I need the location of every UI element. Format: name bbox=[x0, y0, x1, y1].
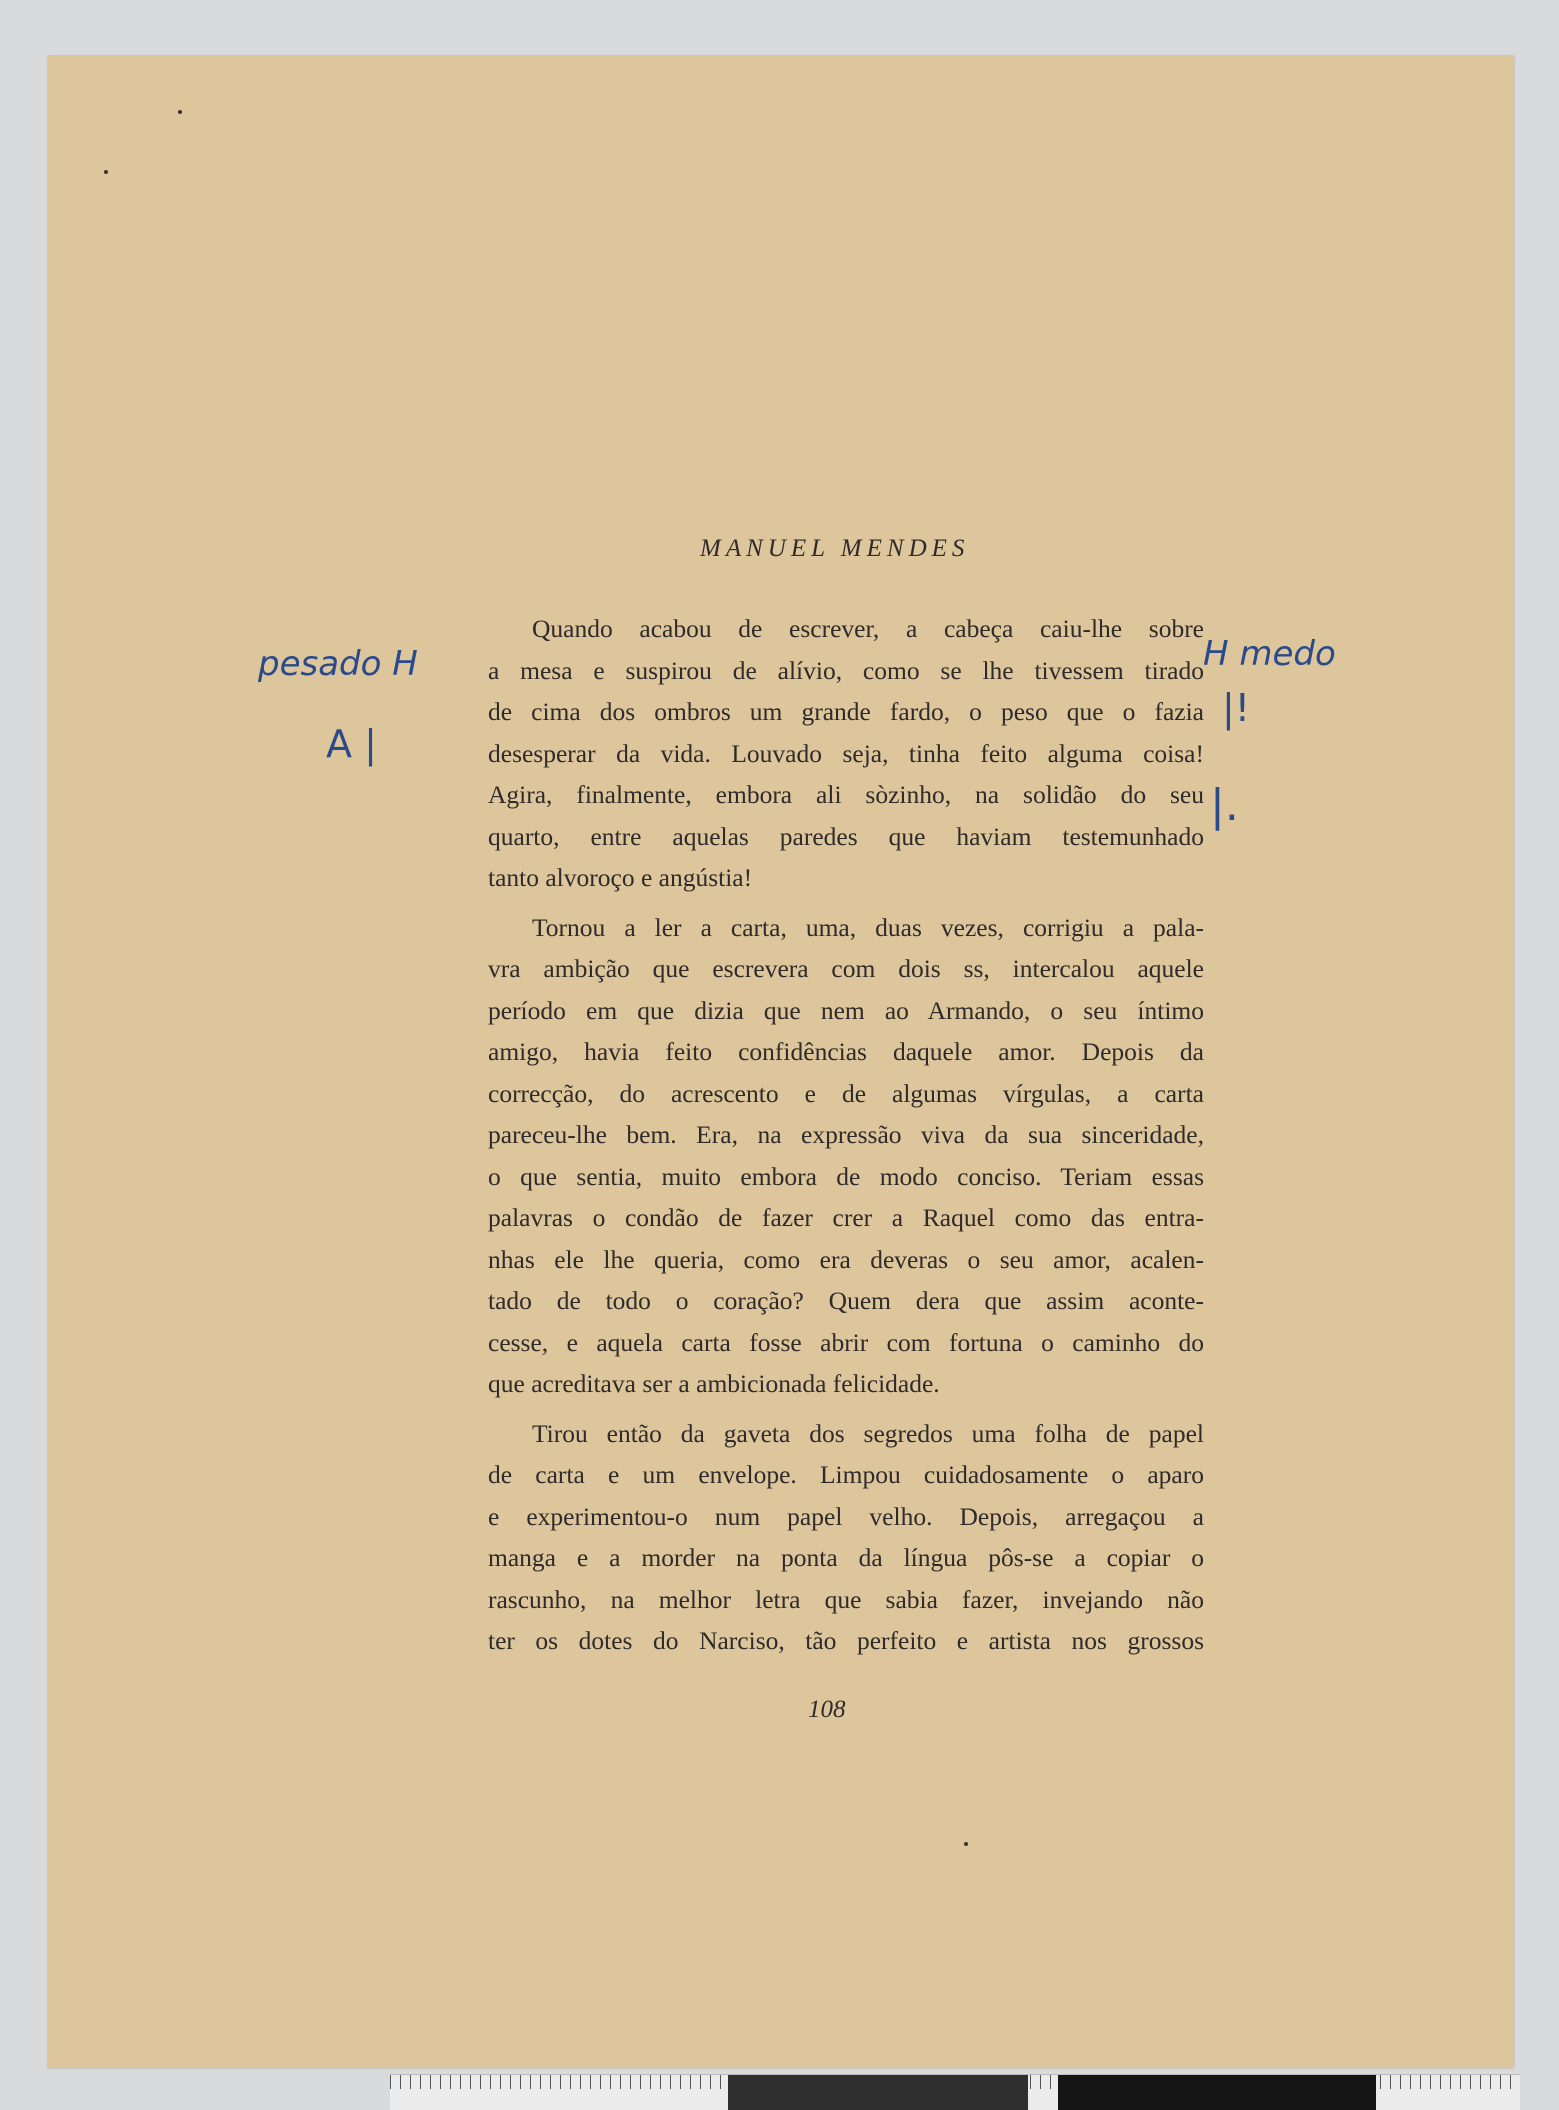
running-header: MANUEL MENDES bbox=[700, 535, 970, 562]
paragraph bbox=[488, 608, 1204, 899]
text-line: período em que dizia que nem ao Armando, o seu íntimo bbox=[488, 995, 1204, 1025]
text-line: que acreditava ser a ambicionada felicidade. bbox=[488, 1369, 940, 1398]
text-line: a mesa e suspirou de alívio, como se lhe tivessem tirado bbox=[488, 655, 1204, 685]
text-line: vra ambição que escrevera com dois ss, intercalou aquele bbox=[488, 954, 1204, 983]
text-line: de carta e um envelope. Limpou cuidadosamente o aparo bbox=[488, 1460, 1204, 1489]
text-line: quarto, entre aquelas paredes que haviam testemunhado bbox=[488, 821, 1204, 851]
color-block bbox=[728, 2075, 1028, 2110]
text-line: e experimentou-o num papel velho. Depois, arregaçou a bbox=[488, 1501, 1204, 1531]
paper-speck bbox=[964, 1842, 968, 1846]
text-line: Tirou então da gaveta dos segredos uma folha de papel bbox=[532, 1418, 1204, 1448]
paragraph bbox=[488, 1413, 1204, 1662]
text-line: cesse, e aquela carta fosse abrir com fortuna o caminho do bbox=[488, 1327, 1204, 1357]
text-line: desesperar da vida. Louvado seja, tinha feito alguma coisa! bbox=[488, 738, 1204, 768]
text-line: amigo, havia feito confidências daquele amor. Depois da bbox=[488, 1037, 1204, 1066]
text-line: Tornou a ler a carta, uma, duas vezes, corrigiu a pala- bbox=[532, 912, 1204, 942]
color-block bbox=[1058, 2075, 1376, 2110]
document-page bbox=[48, 56, 1514, 2068]
page-number: 108 bbox=[808, 1696, 846, 1723]
margin-annotation: |! bbox=[1222, 686, 1251, 730]
text-line: tanto alvoroço e angústia! bbox=[488, 863, 753, 892]
text-line: correcção, do acrescento e de algumas vírgulas, a carta bbox=[488, 1078, 1204, 1108]
scale-ruler bbox=[390, 2074, 1520, 2110]
text-line: pareceu-lhe bem. Era, na expressão viva da sua sinceridade, bbox=[488, 1120, 1204, 1149]
text-line: Quando acabou de escrever, a cabeça caiu-lhe sobre bbox=[532, 614, 1204, 643]
paper-speck bbox=[104, 170, 108, 174]
text-line: nhas ele lhe queria, como era deveras o seu amor, acalen- bbox=[488, 1244, 1204, 1274]
text-line: o que sentia, muito embora de modo conciso. Teriam essas bbox=[488, 1161, 1204, 1191]
text-line: rascunho, na melhor letra que sabia fazer, invejando não bbox=[488, 1584, 1204, 1614]
text-line: manga e a morder na ponta da língua pôs-se a copiar o bbox=[488, 1543, 1204, 1572]
margin-annotation: H medo bbox=[1203, 634, 1336, 674]
paragraph bbox=[488, 907, 1204, 1405]
paper-speck bbox=[178, 110, 182, 114]
text-line: tado de todo o coração? Quem dera que assim aconte- bbox=[488, 1286, 1204, 1315]
text-line: de cima dos ombros um grande fardo, o peso que o fazia bbox=[488, 697, 1204, 726]
text-line: Agira, finalmente, embora ali sòzinho, na solidão do seu bbox=[488, 780, 1204, 809]
text-line: ter os dotes do Narciso, tão perfeito e artista nos grossos bbox=[488, 1626, 1204, 1655]
margin-annotation: |. bbox=[1210, 780, 1239, 831]
text-line: palavras o condão de fazer crer a Raquel como das entra- bbox=[488, 1203, 1204, 1232]
margin-annotation: pesado H bbox=[258, 644, 418, 684]
margin-annotation: A | bbox=[326, 722, 377, 766]
body-text bbox=[488, 608, 1204, 1662]
